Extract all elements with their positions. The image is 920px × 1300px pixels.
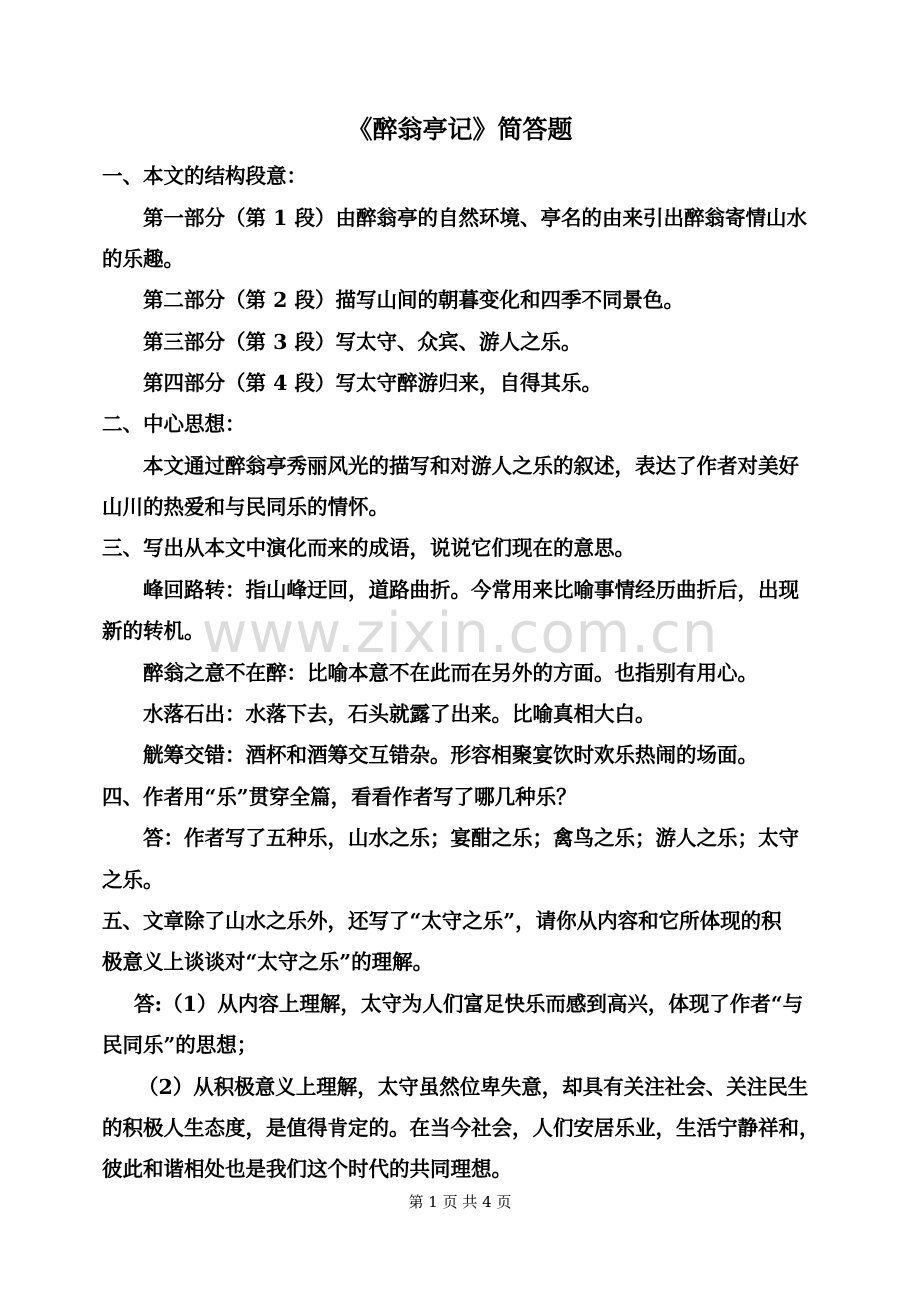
q3-idiom1-line1: 峰回路转：指山峰迂回，道路曲折。今常用来比喻事情经历曲折后，出现 xyxy=(143,578,799,602)
q5-answer2-line2: 的积极人生态度，是值得肯定的。在当今社会，人们安居乐业，生活宁静祥和， xyxy=(102,1116,820,1140)
q1-heading: 一、本文的结构段意： xyxy=(102,164,307,188)
q1-part1-line1: 第一部分（第 1 段）由醉翁亭的自然环境、亭名的由来引出醉翁寄情山水 xyxy=(143,206,808,230)
q1-part4: 第四部分（第 4 段）写太守醉游归来，自得其乐。 xyxy=(143,371,603,395)
watermark: www.zixin.com.cn xyxy=(201,601,719,666)
q3-idiom4: 觥筹交错：酒杯和酒筹交互错杂。形容相聚宴饮时欢乐热闹的场面。 xyxy=(143,743,758,767)
q2-line1: 本文通过醉翁亭秀丽风光的描写和对游人之乐的叙述，表达了作者对美好 xyxy=(143,454,799,478)
q1-part1-line2: 的乐趣。 xyxy=(102,247,184,271)
q5-answer2-line3: 彼此和谐相处也是我们这个时代的共同理想。 xyxy=(102,1157,512,1181)
page-title: 《醉翁亭记》简答题 xyxy=(347,115,573,144)
page-footer: 第 1 页 共 4 页 xyxy=(408,1193,512,1211)
q5-answer2-line1: （2）从积极意义上理解，太守虽然位卑失意，却具有关注社会、关注民生 xyxy=(138,1075,809,1099)
q4-answer-line1: 答：作者写了五种乐，山水之乐；宴酣之乐；禽鸟之乐；游人之乐；太守 xyxy=(143,826,799,850)
q2-line2: 山川的热爱和与民同乐的情怀。 xyxy=(102,495,389,519)
q3-idiom3: 水落石出：水落下去，石头就露了出来。比喻真相大白。 xyxy=(143,702,656,726)
q3-heading: 三、写出从本文中演化而来的成语，说说它们现在的意思。 xyxy=(102,536,635,560)
q5-heading-line2: 极意义上谈谈对“太守之乐”的理解。 xyxy=(102,950,434,974)
q2-heading: 二、中心思想： xyxy=(102,412,246,436)
q5-answer1-line2: 民同乐”的思想； xyxy=(102,1033,258,1057)
q5-heading-line1: 五、文章除了山水之乐外，还写了“太守之乐”，请你从内容和它所体现的积 xyxy=(102,909,782,933)
q3-idiom2: 醉翁之意不在醉：比喻本意不在此而在另外的方面。也指别有用心。 xyxy=(143,661,758,685)
q4-heading: 四、作者用“乐”贯穿全篇，看看作者写了哪几种乐？ xyxy=(102,785,577,809)
q5-answer1-line1: 答:（1）从内容上理解，太守为人们富足快乐而感到高兴，体现了作者“与 xyxy=(134,992,804,1016)
q1-part3: 第三部分（第 3 段）写太守、众宾、游人之乐。 xyxy=(143,330,582,354)
q1-part2: 第二部分（第 2 段）描写山间的朝暮变化和四季不同景色。 xyxy=(143,288,685,312)
q3-idiom1-line2: 新的转机。 xyxy=(102,619,205,643)
q4-answer-line2: 之乐。 xyxy=(102,868,164,892)
